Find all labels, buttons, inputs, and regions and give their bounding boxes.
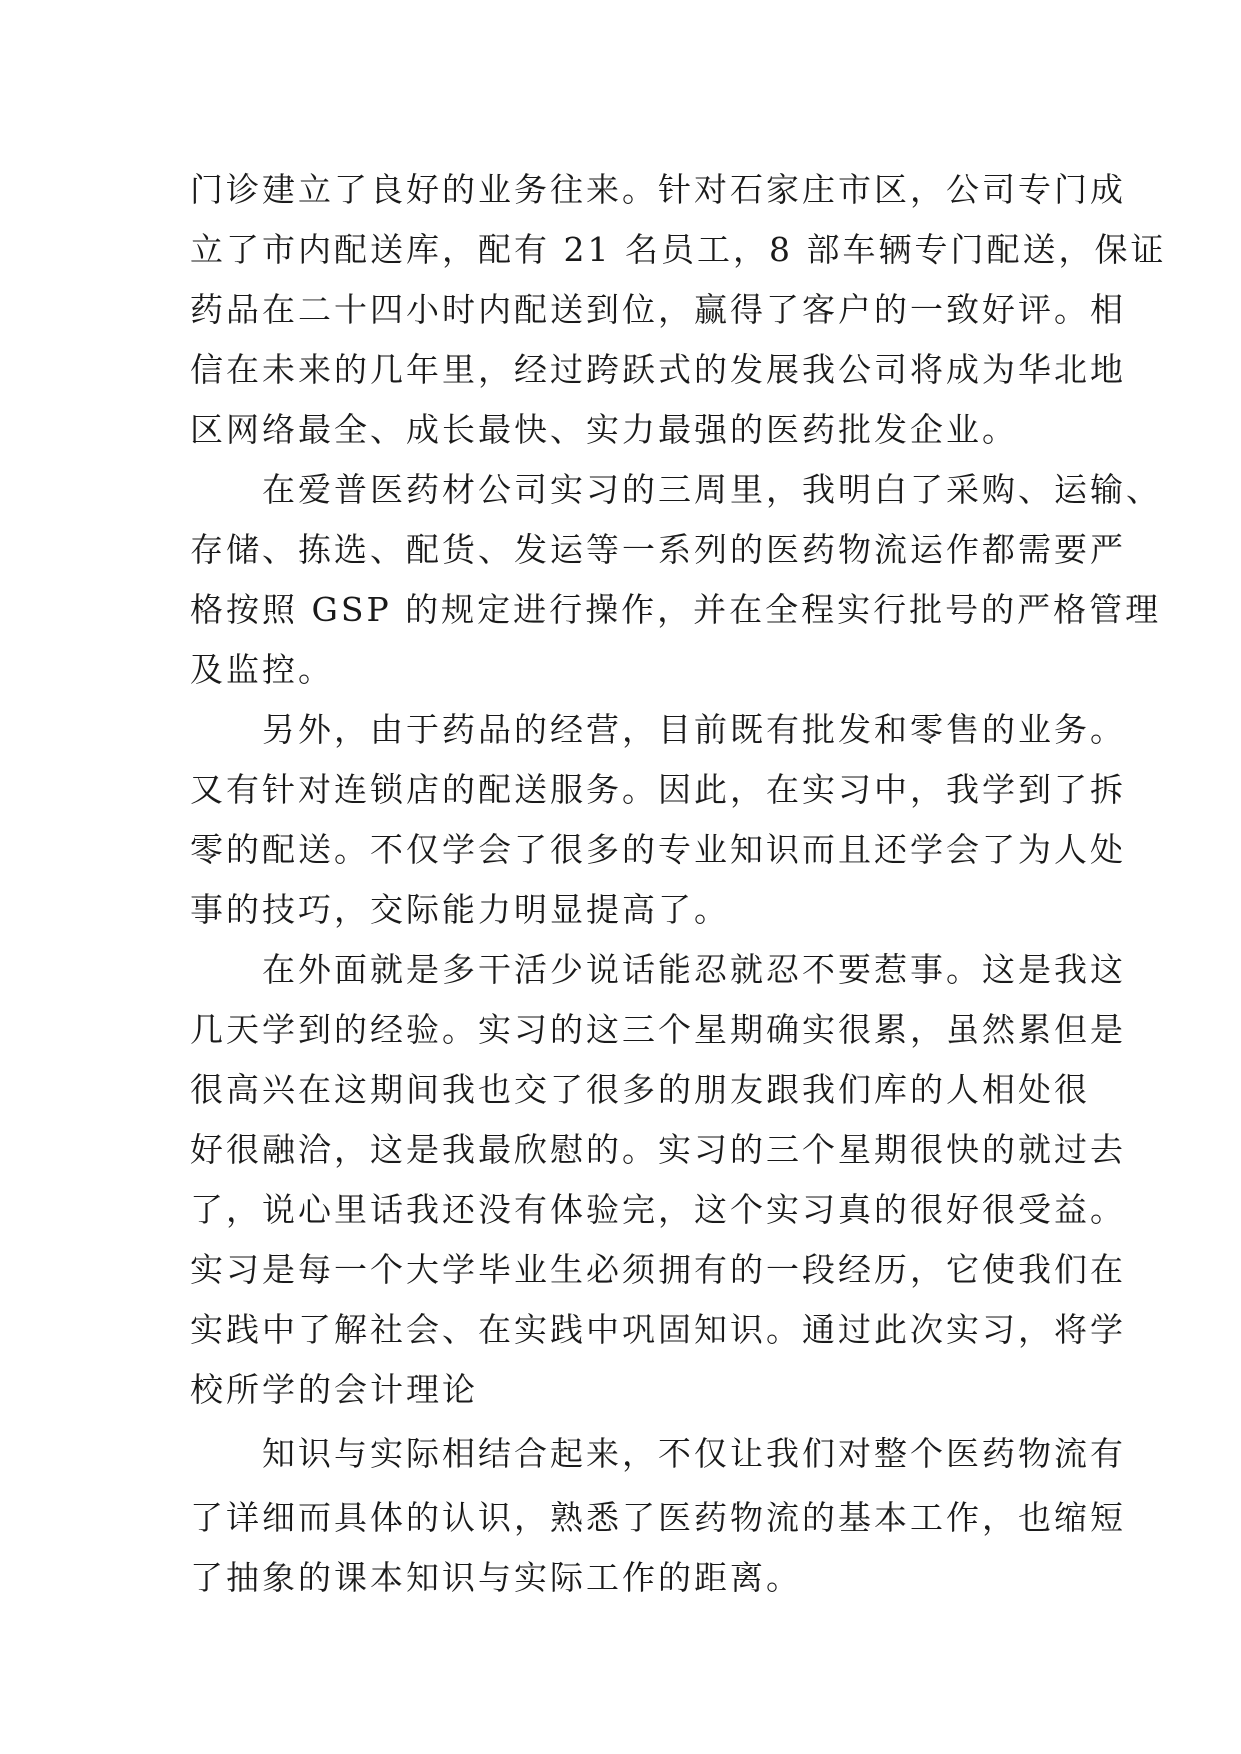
text-line: 很高兴在这期间我也交了很多的朋友跟我们库的人相处很 (190, 1070, 1090, 1109)
text-line: 零的配送。不仅学会了很多的专业知识而且还学会了为人处 (190, 830, 1126, 869)
text-line: 好很融洽，这是我最欣慰的。实习的三个星期很快的就过去 (190, 1130, 1126, 1169)
text-line: 知识与实际相结合起来，不仅让我们对整个医药物流有 (190, 1434, 1126, 1473)
text-line: 格按照 GSP 的规定进行操作，并在全程实行批号的严格管理 (190, 590, 1162, 629)
text-line: 又有针对连锁店的配送服务。因此，在实习中，我学到了拆 (190, 770, 1126, 809)
text-line: 校所学的会计理论 (190, 1370, 478, 1409)
body-text (190, 160, 1167, 1608)
text-line: 信在未来的几年里，经过跨跃式的发展我公司将成为华北地 (190, 350, 1126, 389)
text-line: 区网络最全、成长最快、实力最强的医药批发企业。 (190, 410, 1018, 449)
text-line: 存储、拣选、配货、发运等一系列的医药物流运作都需要严 (190, 530, 1126, 569)
text-line: 及监控。 (190, 650, 334, 689)
text-line: 药品在二十四小时内配送到位，赢得了客户的一致好评。相 (190, 290, 1126, 329)
text-line: 在外面就是多干活少说话能忍就忍不要惹事。这是我这 (190, 950, 1126, 989)
text-line: 实践中了解社会、在实践中巩固知识。通过此次实习，将学 (190, 1310, 1126, 1349)
text-line: 了，说心里话我还没有体验完，这个实习真的很好很受益。 (190, 1190, 1126, 1229)
text-line: 事的技巧，交际能力明显提高了。 (190, 890, 730, 929)
text-line: 门诊建立了良好的业务往来。针对石家庄市区，公司专门成 (190, 170, 1126, 209)
text-line: 在爱普医药材公司实习的三周里，我明白了采购、运输、 (190, 470, 1162, 509)
text-line: 了详细而具体的认识，熟悉了医药物流的基本工作，也缩短 (190, 1498, 1126, 1537)
text-line: 另外，由于药品的经营，目前既有批发和零售的业务。 (190, 710, 1126, 749)
text-line: 了抽象的课本知识与实际工作的距离。 (190, 1558, 802, 1597)
text-line: 实习是每一个大学毕业生必须拥有的一段经历，它使我们在 (190, 1250, 1126, 1289)
text-line: 立了市内配送库，配有 21 名员工，8 部车辆专门配送，保证 (190, 230, 1167, 269)
text-line: 几天学到的经验。实习的这三个星期确实很累，虽然累但是 (190, 1010, 1126, 1049)
